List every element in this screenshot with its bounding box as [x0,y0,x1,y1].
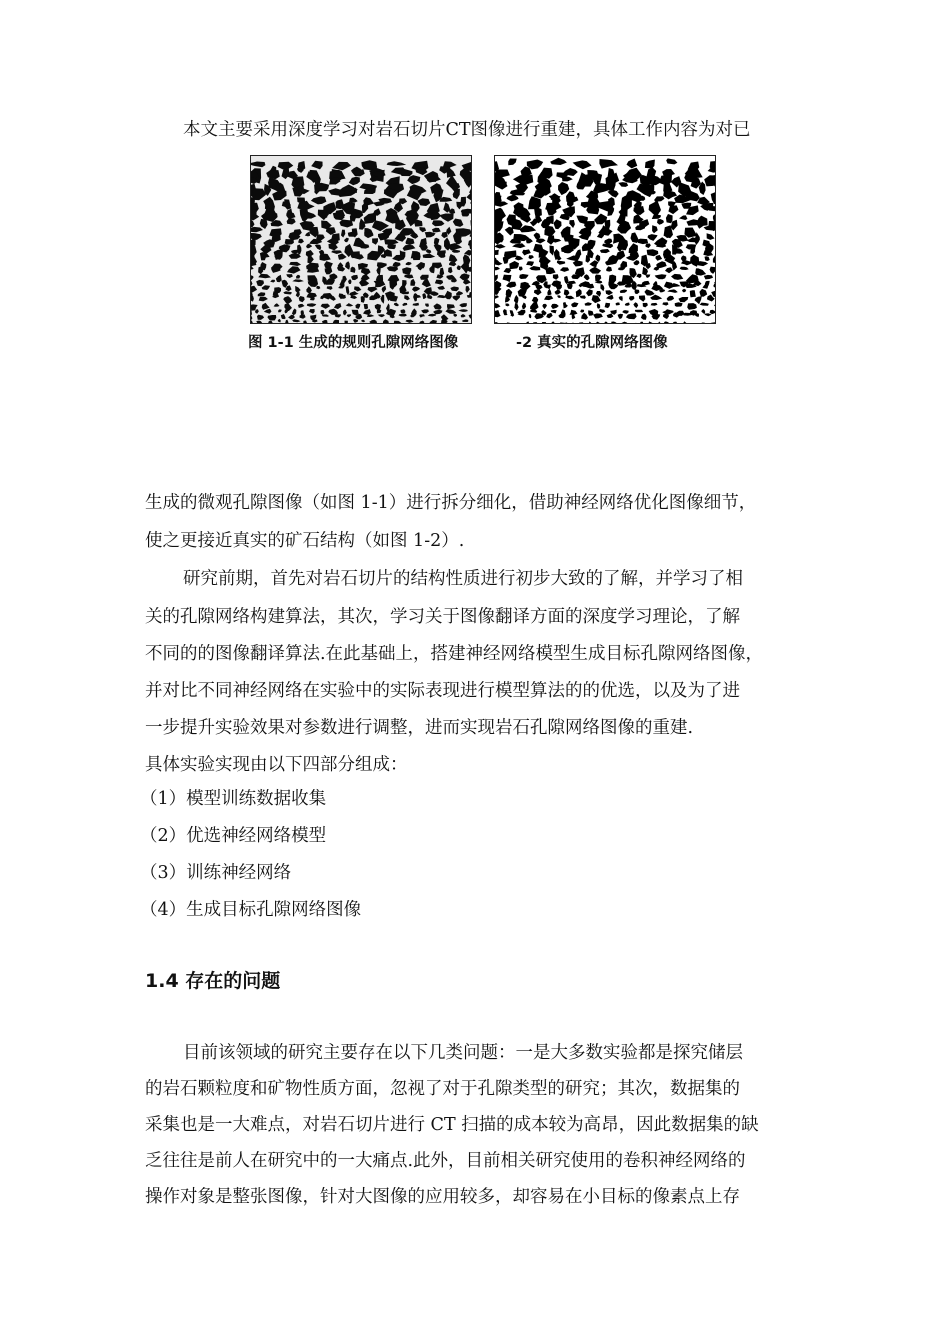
paragraph-line: 关的孔隙网络构建算法，其次，学习关于图像翻译方面的深度学习理论，了解 [145,607,740,627]
paragraph-line: 使之更接近真实的矿石结构（如图 1-2）. [145,531,465,551]
figure-caption-left: 图 1-1 生成的规则孔隙网络图像 [248,335,459,351]
list-item: （3）训练神经网络 [140,863,292,883]
paragraph-line: 生成的微观孔隙图像（如图 1-1）进行拆分细化，借助神经网络优化图像细节， [145,493,757,513]
section-heading: 1.4 存在的问题 [145,970,281,992]
paragraph-line: 乏往往是前人在研究中的一大痛点.此外，目前相关研究使用的卷积神经网络的 [145,1151,746,1171]
paragraph-line: 并对比不同神经网络在实验中的实际表现进行模型算法的的优选，以及为了进 [145,681,740,701]
figure-caption-right: -2 真实的孔隙网络图像 [516,335,668,351]
real-pore-network-image [495,156,715,323]
generated-pore-network-image [251,156,471,323]
paragraph-line: 一步提升实验效果对参数进行调整，进而实现岩石孔隙网络图像的重建. [145,718,694,738]
paragraph-line: 不同的的图像翻译算法.在此基础上，搭建神经网络模型生成目标孔隙网络图像， [145,644,764,664]
intro-line: 本文主要采用深度学习对岩石切片CT图像进行重建，具体工作内容为对已 [183,120,751,140]
figure-real-pore-network [494,155,716,324]
paragraph-line: 操作对象是整张图像，针对大图像的应用较多，却容易在小目标的像素点上存 [145,1187,740,1207]
list-item: （4）生成目标孔隙网络图像 [140,900,362,920]
paragraph-line: 具体实验实现由以下四部分组成： [145,755,408,775]
paragraph-line: 的岩石颗粒度和矿物性质方面，忽视了对于孔隙类型的研究；其次，数据集的 [145,1079,740,1099]
list-item: （1）模型训练数据收集 [140,789,327,809]
paragraph-line: 目前该领域的研究主要存在以下几类问题：一是大多数实验都是探究储层 [183,1043,743,1063]
paragraph-line: 采集也是一大难点，对岩石切片进行 CT 扫描的成本较为高昂，因此数据集的缺 [145,1115,759,1135]
paragraph-line: 研究前期，首先对岩石切片的结构性质进行初步大致的了解，并学习了相 [183,569,743,589]
list-item: （2）优选神经网络模型 [140,826,327,846]
figure-generated-pore-network [250,155,472,324]
